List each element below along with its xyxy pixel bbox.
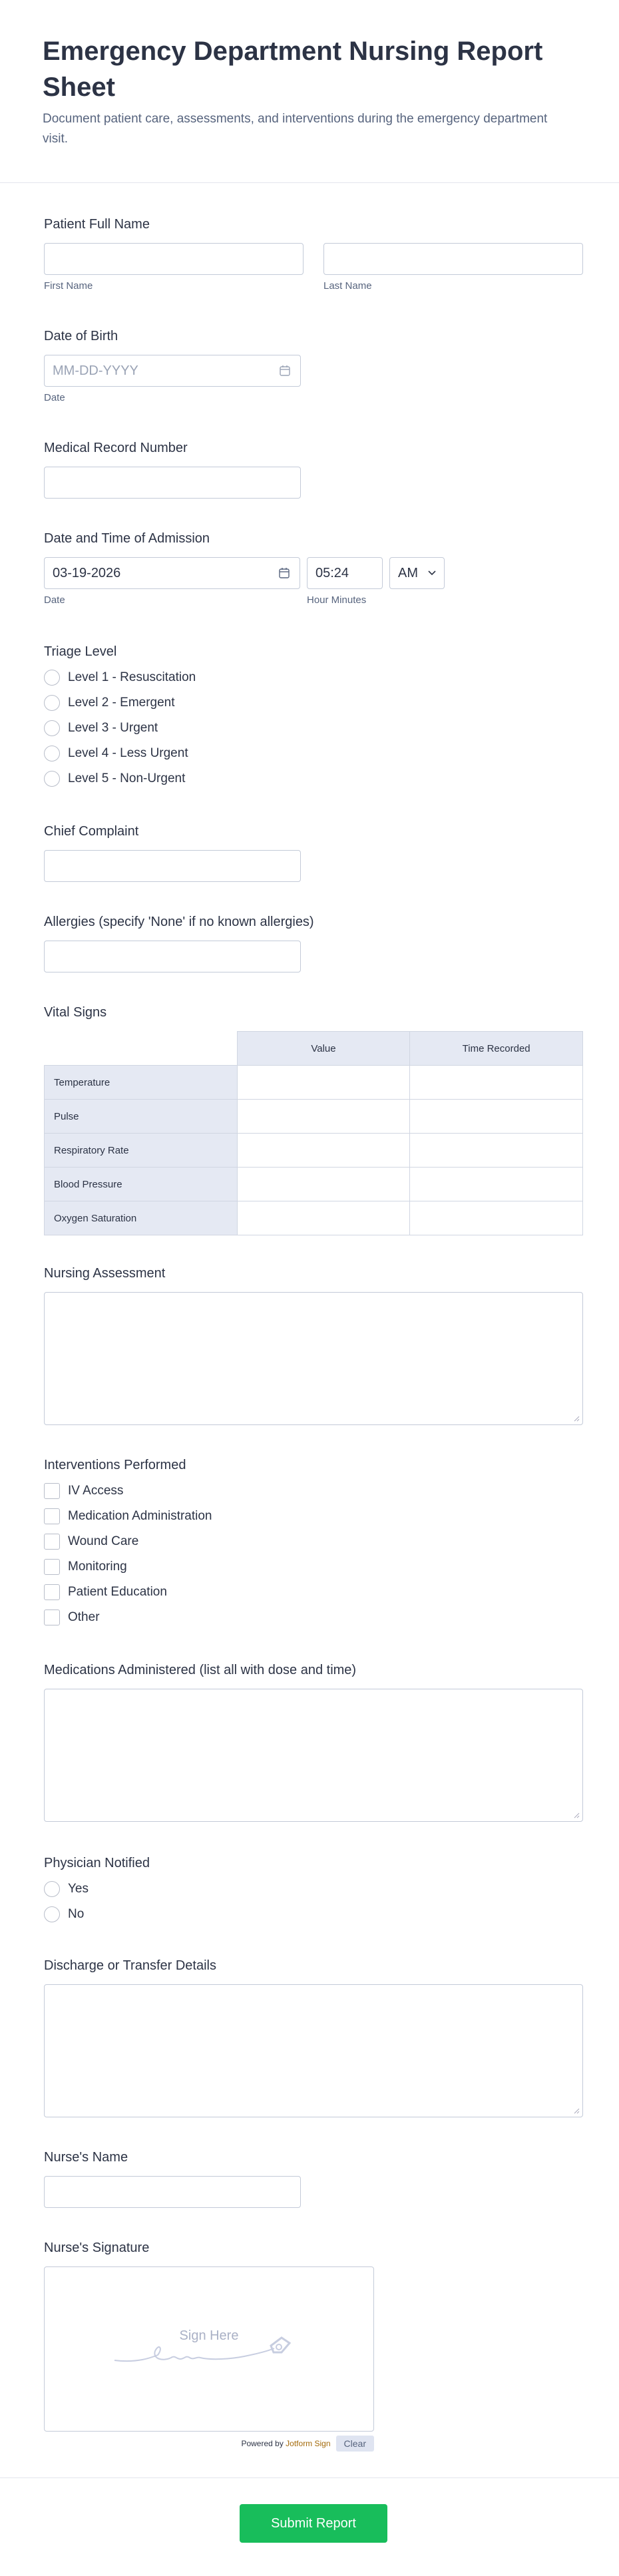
row-header: Blood Pressure — [45, 1168, 238, 1201]
intervention-option[interactable] — [44, 1554, 212, 1580]
row-header: Pulse — [45, 1100, 238, 1134]
calendar-icon[interactable] — [279, 365, 291, 377]
radio-button[interactable] — [44, 670, 60, 686]
checkbox[interactable] — [44, 1559, 60, 1575]
intervention-option[interactable] — [44, 1478, 212, 1504]
chevron-down-icon — [428, 570, 436, 576]
checkbox[interactable] — [44, 1610, 60, 1625]
checkbox[interactable] — [44, 1483, 60, 1499]
interventions-label: Interventions Performed — [44, 1458, 186, 1472]
table-row — [45, 1066, 583, 1100]
last-name-sublabel: Last Name — [323, 280, 372, 292]
triage-label: Triage Level — [44, 644, 117, 659]
dob-sublabel: Date — [44, 392, 65, 403]
vitals-time-cell[interactable] — [410, 1100, 583, 1134]
ampm-select[interactable] — [389, 557, 445, 589]
triage-option-label: Level 1 - Resuscitation — [68, 670, 196, 684]
column-header: Value — [237, 1032, 410, 1066]
calendar-icon[interactable] — [278, 567, 290, 579]
intervention-option-label: Medication Administration — [68, 1509, 212, 1523]
form-title: Emergency Department Nursing Report Sheet — [43, 37, 543, 102]
triage-option[interactable] — [44, 665, 196, 690]
physician-option-label: No — [68, 1907, 85, 1921]
mrn-field — [44, 441, 301, 499]
physician-option-yes[interactable] — [44, 1876, 150, 1902]
intervention-option-label: Patient Education — [68, 1585, 167, 1599]
triage-option-label: Level 3 - Urgent — [68, 721, 158, 735]
nurse-name-field — [44, 2150, 301, 2208]
mrn-input[interactable] — [44, 467, 301, 499]
footer-divider — [0, 2477, 619, 2478]
chief-complaint-input[interactable] — [44, 850, 301, 882]
medications-textarea[interactable] — [44, 1689, 583, 1822]
physician-field — [44, 1856, 150, 1927]
admission-date-value: 03-19-2026 — [53, 565, 121, 580]
admission-label: Date and Time of Admission — [44, 531, 210, 546]
intervention-option[interactable] — [44, 1580, 212, 1605]
triage-option[interactable] — [44, 716, 196, 741]
submit-button[interactable]: Submit Report — [240, 2504, 387, 2543]
triage-field — [44, 644, 196, 791]
vitals-time-cell[interactable] — [410, 1168, 583, 1201]
table-row — [45, 1134, 583, 1168]
triage-option[interactable] — [44, 766, 196, 791]
vitals-value-cell[interactable] — [237, 1168, 410, 1201]
intervention-option-label: Other — [68, 1610, 100, 1624]
intervention-option-label: Wound Care — [68, 1534, 139, 1548]
intervention-option[interactable] — [44, 1529, 212, 1554]
vitals-value-cell[interactable] — [237, 1066, 410, 1100]
dob-field — [44, 329, 301, 403]
resize-handle-icon[interactable] — [573, 1415, 580, 1422]
checkbox[interactable] — [44, 1584, 60, 1600]
discharge-label: Discharge or Transfer Details — [44, 1958, 216, 1973]
intervention-option-label: IV Access — [68, 1484, 124, 1498]
row-header: Temperature — [45, 1066, 238, 1100]
patient-name-field — [44, 217, 583, 292]
table-row — [45, 1168, 583, 1201]
intervention-option-label: Monitoring — [68, 1560, 127, 1574]
ampm-value: AM — [398, 565, 418, 580]
nurse-name-label: Nurse's Name — [44, 2150, 128, 2165]
first-name-sublabel: First Name — [44, 280, 93, 292]
form-subtitle: Document patient care, assessments, and interventions during the emergency department visit. — [43, 112, 548, 146]
vitals-value-cell[interactable] — [237, 1134, 410, 1168]
table-row — [45, 1201, 583, 1235]
jotform-sign-link[interactable]: Jotform Sign — [286, 2439, 331, 2448]
resize-handle-icon[interactable] — [573, 1812, 580, 1819]
radio-button[interactable] — [44, 720, 60, 736]
physician-label: Physician Notified — [44, 1856, 150, 1870]
checkbox[interactable] — [44, 1508, 60, 1524]
vitals-label: Vital Signs — [44, 1005, 107, 1020]
table-row — [45, 1100, 583, 1134]
medications-field — [44, 1663, 583, 1822]
dob-label: Date of Birth — [44, 329, 118, 343]
allergies-input[interactable] — [44, 941, 301, 972]
nursing-assessment-field — [44, 1266, 583, 1425]
radio-button[interactable] — [44, 771, 60, 787]
interventions-field — [44, 1458, 212, 1630]
first-name-input[interactable] — [44, 243, 304, 275]
sign-here-text: Sign Here — [179, 2328, 239, 2343]
checkbox[interactable] — [44, 1534, 60, 1550]
vitals-time-cell[interactable] — [410, 1066, 583, 1100]
triage-option[interactable] — [44, 741, 196, 766]
admission-field — [44, 531, 445, 606]
mrn-label: Medical Record Number — [44, 441, 188, 455]
triage-option-label: Level 2 - Emergent — [68, 696, 175, 710]
dob-placeholder: MM-DD-YYYY — [53, 363, 138, 378]
patient-name-label: Patient Full Name — [44, 217, 150, 232]
intervention-option[interactable] — [44, 1605, 212, 1630]
admission-date-input[interactable] — [44, 557, 300, 589]
vitals-time-cell[interactable] — [410, 1201, 583, 1235]
powered-by-label: Powered by — [241, 2439, 284, 2448]
radio-button[interactable] — [44, 1906, 60, 1922]
admission-time-sublabel: Hour Minutes — [307, 594, 367, 606]
allergies-label: Allergies (specify 'None' if no known allergies) — [44, 915, 314, 929]
row-header: Oxygen Saturation — [45, 1201, 238, 1235]
signature-pad[interactable] — [44, 2266, 374, 2432]
nurse-name-input[interactable] — [44, 2176, 301, 2208]
triage-option[interactable] — [44, 690, 196, 716]
physician-option-label: Yes — [68, 1882, 89, 1896]
radio-button[interactable] — [44, 695, 60, 711]
medications-label: Medications Administered (list all with dose and time) — [44, 1663, 357, 1677]
intervention-option[interactable] — [44, 1504, 212, 1529]
clear-signature-button[interactable]: Clear — [336, 2436, 374, 2452]
form-header — [0, 0, 619, 183]
nursing-assessment-textarea[interactable] — [44, 1292, 583, 1425]
dob-input[interactable] — [44, 355, 301, 387]
last-name-input[interactable] — [323, 243, 583, 275]
triage-option-label: Level 4 - Less Urgent — [68, 746, 188, 760]
column-header: Time Recorded — [410, 1032, 583, 1066]
chief-complaint-field — [44, 824, 301, 882]
radio-button[interactable] — [44, 1881, 60, 1897]
vitals-field — [44, 1005, 583, 1235]
vitals-table — [44, 1031, 583, 1235]
triage-option-label: Level 5 - Non-Urgent — [68, 771, 186, 785]
signature-label: Nurse's Signature — [44, 2241, 150, 2255]
row-header: Respiratory Rate — [45, 1134, 238, 1168]
vitals-value-cell[interactable] — [237, 1201, 410, 1235]
chief-complaint-label: Chief Complaint — [44, 824, 139, 839]
radio-button[interactable] — [44, 746, 60, 761]
discharge-field — [44, 1958, 583, 2117]
admission-time-input[interactable]: 05:24 — [307, 557, 383, 589]
physician-option-no[interactable] — [44, 1902, 150, 1927]
nursing-assessment-label: Nursing Assessment — [44, 1266, 166, 1281]
signature-field — [44, 2241, 374, 2452]
allergies-field — [44, 915, 314, 972]
powered-by-text — [241, 2439, 330, 2448]
resize-handle-icon[interactable] — [573, 2107, 580, 2114]
discharge-textarea[interactable] — [44, 1984, 583, 2117]
corner-cell — [45, 1032, 238, 1066]
admission-date-sublabel: Date — [44, 594, 65, 606]
vitals-time-cell[interactable] — [410, 1134, 583, 1168]
vitals-value-cell[interactable] — [237, 1100, 410, 1134]
